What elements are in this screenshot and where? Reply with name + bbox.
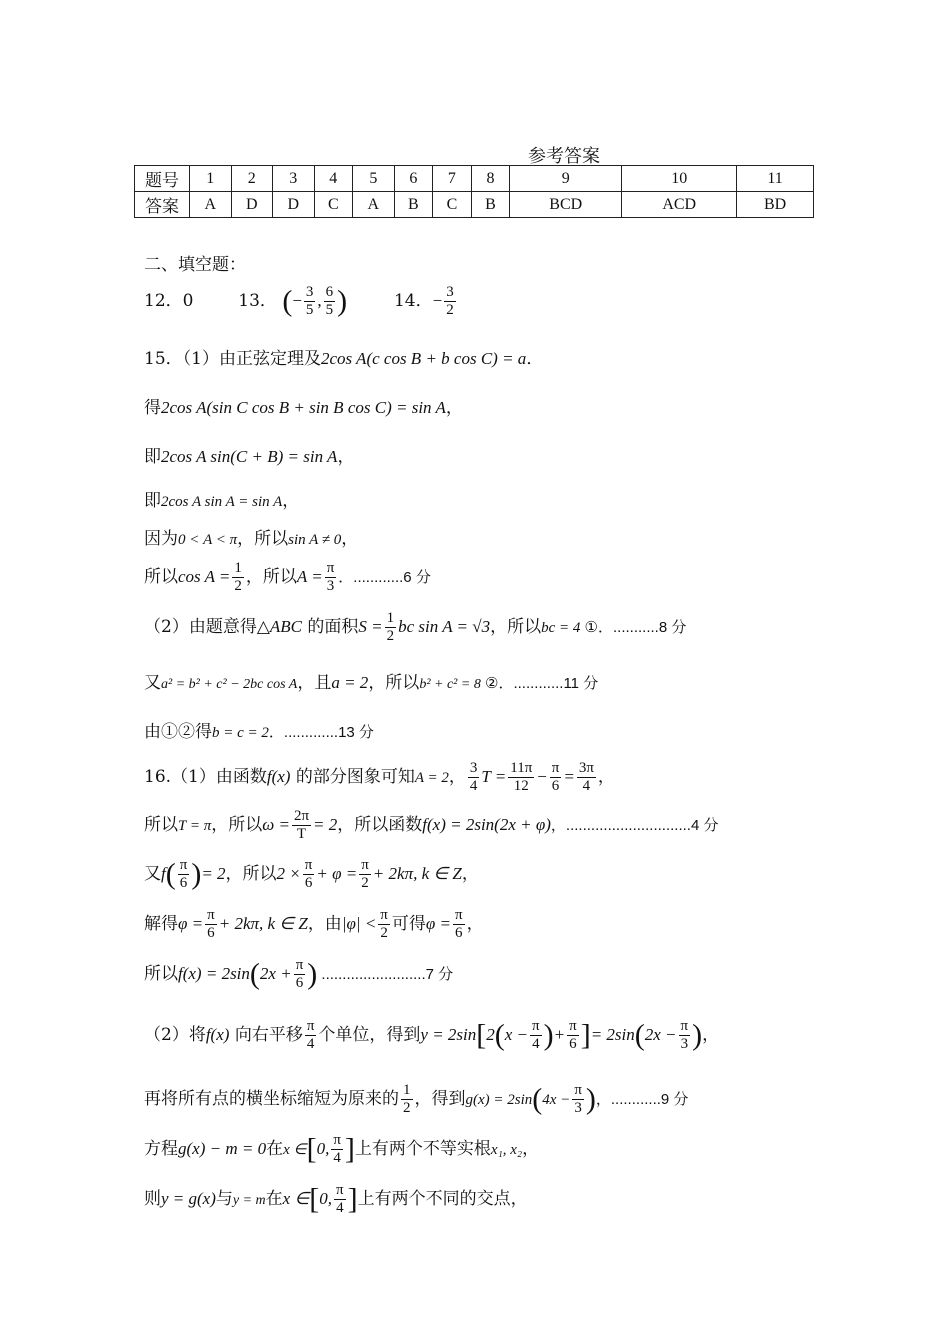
fraction: $\frac{6}{5}$: [325, 284, 334, 318]
table-cell: 8: [471, 166, 510, 192]
fraction: $\frac{1}{2}$: [234, 560, 242, 594]
fraction: $\frac{3}{4}$: [469, 760, 478, 794]
table-cell: D: [273, 192, 315, 218]
solution-line: 又f( $\frac{\pi}{6}$ )= 2，所以2 × $\frac{\pi}{6}$ + φ = $\frac{\pi}{2}$ + 2kπ, k ∈ Z，: [144, 857, 479, 891]
fraction: $\frac{3\pi}{4}$: [578, 760, 594, 794]
solution-line: 15．（1）由正弦定理及2cos A(c cos B + b cos C) = a．: [144, 349, 544, 369]
table-cell: 10: [622, 166, 737, 192]
solution-line: 解得φ = $\frac{\pi}{6}$ + 2kπ, k ∈ Z，由|φ| < $\frac{\pi}{2}$ 可得φ = $\frac{\pi}{6}$ ，: [144, 907, 484, 941]
solution-line: 得2cos A(sin C cos B + sin B cos C) = sin A，: [144, 398, 463, 418]
table-row-numbers: [135, 166, 814, 192]
fraction: $\frac{\pi}{3}$: [574, 1082, 582, 1116]
solution-line: 又a² = b² + c² − 2bc cos A，且a = 2，所以b² + c² = 8 ②．............11 分: [144, 673, 599, 693]
row-header: 题号: [135, 166, 190, 192]
fraction: $\frac{\pi}{3}$: [326, 560, 335, 594]
solution-line: 即2cos A sin A = sin A，: [144, 491, 300, 511]
solution-line: （2）由题意得△ABC 的面积S = $\frac{1}{2}$ bc sin A = √3，所以bc = 4 ①．...........8 分: [144, 610, 687, 644]
table-cell: D: [231, 192, 273, 218]
table-cell: C: [433, 192, 472, 218]
table-cell: B: [471, 192, 510, 218]
table-cell: C: [314, 192, 353, 218]
solution-line: （2）将f(x) 向右平移 $\frac{\pi}{4}$ 个单位，得到y = 2sin[2(x − $\frac{\pi}{4}$ )+ $\frac{\pi}{6}$ ]= 2sin(2x − $\frac{\pi}{3}$ )，: [144, 1018, 720, 1052]
answer-14-label: 14．: [393, 291, 433, 311]
fraction: $\frac{\pi}{4}$: [336, 1182, 344, 1216]
solution-line: 所以f(x) = 2sin(2x + $\frac{\pi}{6}$ ) .........................7 分: [144, 957, 454, 991]
fraction: $\frac{\pi}{4}$: [532, 1018, 540, 1052]
page-title: 参考答案: [528, 146, 600, 167]
fraction: $\frac{11\pi}{12}$: [510, 760, 533, 794]
table-cell: B: [394, 192, 433, 218]
table-cell: BD: [737, 192, 814, 218]
table-cell: 3: [273, 166, 315, 192]
table-cell: 1: [190, 166, 232, 192]
solution-line: 因为0 < A < π，所以sin A ≠ 0，: [144, 529, 359, 549]
fraction: $\frac{\pi}{4}$: [306, 1018, 315, 1052]
fraction: $\frac{\pi}{6}$: [304, 857, 313, 891]
table-cell: 2: [231, 166, 273, 192]
section-heading: 二、填空题：: [144, 255, 246, 275]
answer-12: 12．0: [144, 291, 194, 311]
fraction: $\frac{\pi}{6}$: [455, 907, 463, 941]
table-cell: 11: [737, 166, 814, 192]
table-cell: 6: [394, 166, 433, 192]
solution-line: 则y = g(x)与y = m在x ∈[0, $\frac{\pi}{4}$ ]上有两个不同的交点，: [144, 1182, 528, 1216]
fraction: $\frac{\pi}{6}$: [179, 857, 188, 891]
answers-12-14: 12．0 13． (− $\frac{3}{5}$ , $\frac{6}{5}$ ) 14．− $\frac{3}{2}$: [144, 284, 454, 318]
fraction: $\frac{\pi}{2}$: [361, 857, 369, 891]
table-cell: A: [353, 192, 395, 218]
fraction: $\frac{\pi}{6}$: [569, 1018, 577, 1052]
fraction: $\frac{2\pi}{T}$: [293, 808, 310, 842]
table-cell: 7: [433, 166, 472, 192]
solution-line: 即2cos A sin(C + B) = sin A，: [144, 447, 355, 467]
solution-line: 方程g(x) − m = 0在x ∈[0, $\frac{\pi}{4}$ ]上有两个不等实根x₁, x₂，: [144, 1132, 540, 1166]
fraction: $\frac{\pi}{6}$: [295, 957, 304, 991]
fraction: $\frac{\pi}{6}$: [551, 760, 560, 794]
table-cell: 4: [314, 166, 353, 192]
fraction: $\frac{\pi}{6}$: [207, 907, 215, 941]
table-cell: A: [190, 192, 232, 218]
table-cell: 9: [510, 166, 622, 192]
table-cell: 5: [353, 166, 395, 192]
table-row-answers: [135, 192, 814, 218]
fraction: $\frac{3}{5}$: [305, 284, 314, 318]
fraction: $\frac{3}{2}$: [446, 284, 454, 318]
solution-line: 所以cos A = $\frac{1}{2}$ ，所以A = $\frac{\pi}{3}$ ．............6 分: [144, 560, 431, 594]
table-cell: ACD: [622, 192, 737, 218]
fraction: $\frac{1}{2}$: [386, 610, 395, 644]
solution-line: 16.（1）由函数f(x) 的部分图象可知A = 2， $\frac{3}{4}$ T = $\frac{11\pi}{12}$ − $\frac{\pi}{6}$ = $\frac{3\pi}{4}$ ，: [144, 760, 615, 794]
solution-line: 由①②得b = c = 2．.............13 分: [144, 722, 374, 742]
fraction: $\frac{\pi}{3}$: [680, 1018, 689, 1052]
solution-line: 所以T = π，所以ω = $\frac{2\pi}{T}$ = 2，所以函数f(x) = 2sin(2x + φ)，..............................4 分: [144, 808, 719, 842]
fraction: $\frac{\pi}{4}$: [333, 1132, 341, 1166]
fraction: $\frac{\pi}{2}$: [380, 907, 388, 941]
answer-13-label: 13．: [238, 291, 277, 311]
table-cell: BCD: [510, 192, 622, 218]
fraction: $\frac{1}{2}$: [403, 1082, 411, 1116]
solution-line: 再将所有点的横坐标缩短为原来的 $\frac{1}{2}$ ，得到g(x) = 2sin(4x − $\frac{\pi}{3}$ )，............9 分: [144, 1082, 689, 1116]
row-header: 答案: [135, 192, 190, 218]
answer-table: [134, 165, 814, 218]
